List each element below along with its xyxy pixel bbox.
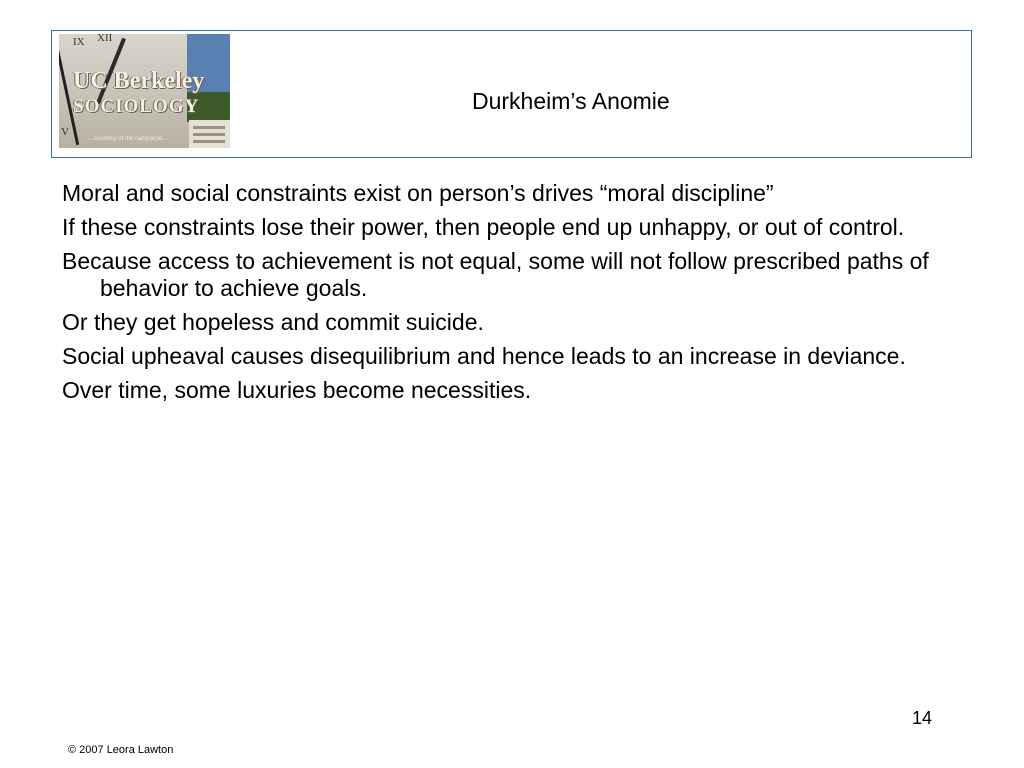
- slide-title: Durkheim’s Anomie: [472, 88, 670, 114]
- roman-numeral: XII: [97, 34, 113, 44]
- bullet-item: Or they get hopeless and commit suicide.: [62, 309, 484, 335]
- bullet-item: If these constraints lose their power, then people end up unhappy, or out of control.: [62, 214, 905, 240]
- roman-numeral: IX: [73, 36, 85, 48]
- bullet-list: [62, 180, 962, 411]
- logo-building: [189, 120, 230, 148]
- roman-numeral: V: [61, 126, 69, 138]
- copyright-footer: © 2007 Leora Lawton: [68, 744, 174, 756]
- bullet-item: Because access to achievement is not equal, some will not follow prescribed paths of behavior to achieve goals.: [62, 248, 929, 301]
- bullet-item: Over time, some luxuries become necessities.: [62, 377, 532, 403]
- logo-text-line1: UC Berkeley: [73, 68, 205, 94]
- title-box: [51, 30, 972, 158]
- logo-fine-print: ...courtesy of the campanile...: [89, 136, 168, 142]
- uc-berkeley-sociology-logo: [59, 34, 230, 148]
- bullet-item: Social upheaval causes disequilibrium and hence leads to an increase in deviance.: [62, 343, 906, 369]
- logo-text-line2: SOCIOLOGY: [73, 96, 200, 117]
- slide-number: 14: [912, 708, 933, 728]
- bullet-item: Moral and social constraints exist on person’s drives “moral discipline”: [62, 180, 774, 206]
